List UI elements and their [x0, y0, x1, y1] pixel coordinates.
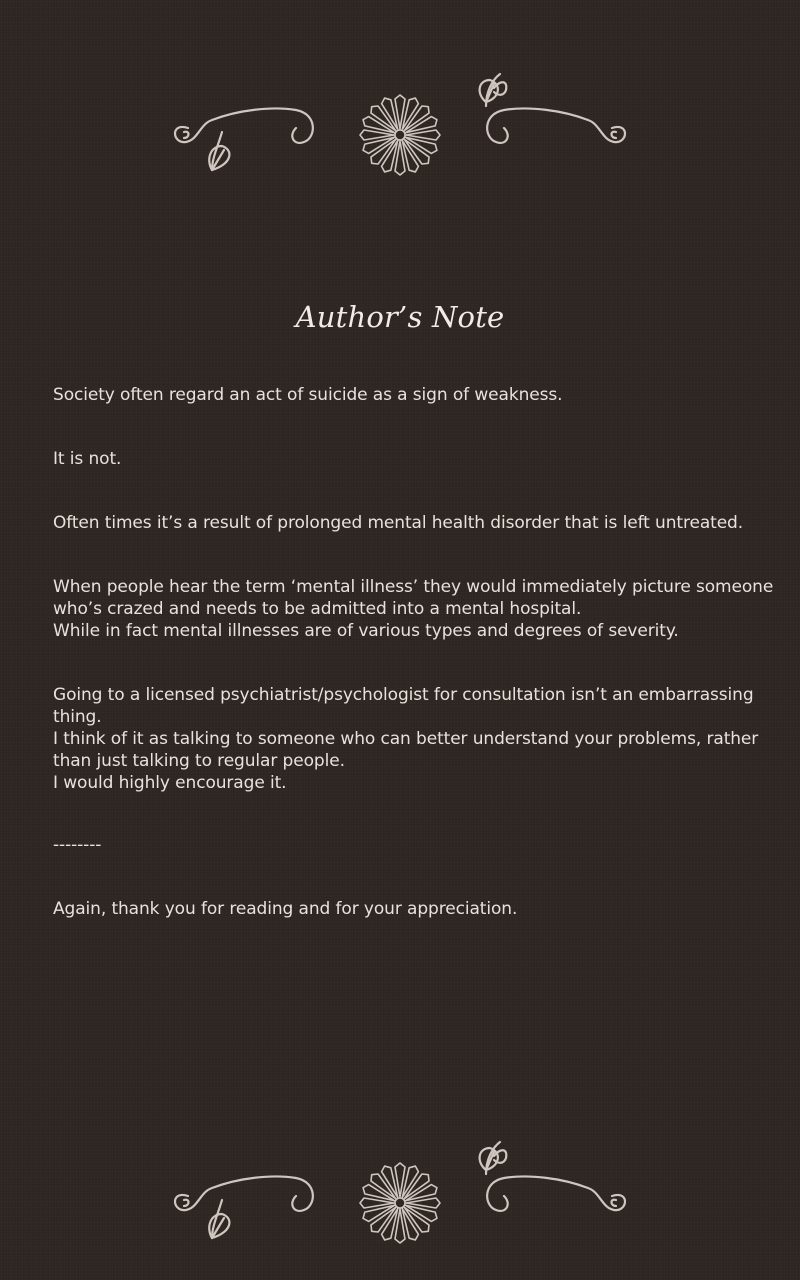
- floral-scroll-icon: [160, 1134, 640, 1254]
- separator-text: [53, 834, 783, 856]
- paragraph: [53, 384, 783, 406]
- floral-scroll-icon: [160, 66, 640, 186]
- paragraph: [53, 512, 783, 534]
- paragraph: [53, 576, 783, 642]
- page-title: Author’s Note: [295, 300, 505, 334]
- paragraph-line: It is not.: [53, 449, 122, 469]
- paragraph-line: I would highly encourage it.: [53, 773, 287, 793]
- paragraph-line: I think of it as talking to someone who can better understand your problems, rather than just talking to regular people.: [53, 729, 759, 771]
- paragraph: [53, 684, 783, 794]
- paragraph-line: Often times it’s a result of prolonged mental health disorder that is left untreated.: [53, 513, 744, 533]
- paragraph: [53, 448, 783, 470]
- paragraph-line: Again, thank you for reading and for your appreciation.: [53, 899, 518, 919]
- paragraph-line: While in fact mental illnesses are of various types and degrees of severity.: [53, 621, 679, 641]
- paragraph-line: Society often regard an act of suicide as a sign of weakness.: [53, 385, 563, 405]
- paragraph: [53, 898, 783, 920]
- paragraph-line: --------: [53, 835, 102, 855]
- paragraph-line: Going to a licensed psychiatrist/psychologist for consultation isn’t an embarrassing thing.: [53, 685, 754, 727]
- bottom-floral-divider: [160, 1134, 640, 1254]
- top-floral-divider: [160, 66, 640, 186]
- paragraph-line: When people hear the term ‘mental illness’ they would immediately picture someone who’s crazed and needs to be admitted into a mental hospital.: [53, 577, 774, 619]
